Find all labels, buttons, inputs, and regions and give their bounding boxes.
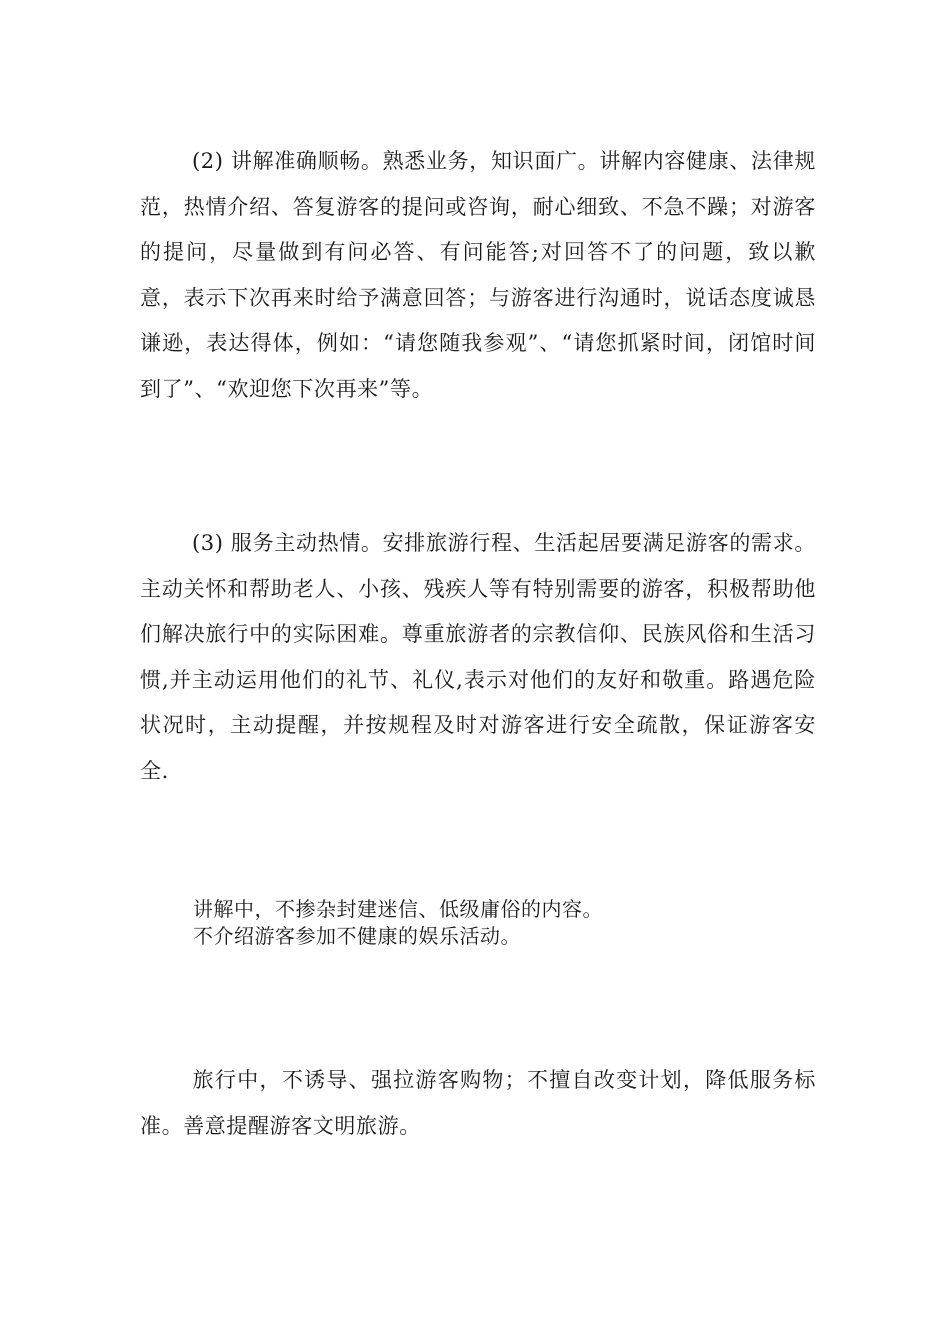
paragraph-no-forced-shopping [140,1058,816,1149]
short-line-no-unhealthy-entertainment: 不介绍游客参加不健康的娱乐活动。 [193,924,521,948]
paragraph-text: (3) 服务主动热情。安排旅游行程、生活起居要满足游客的需求。主动关怀和帮助老人、小孩、残疾人等有特别需要的游客，积极帮助他们解决旅行中的实际困难。尊重旅游者的宗教信仰、民族风俗和生活习惯,并主动运用他们的礼节、礼仪,表示对他们的友好和敬重。路遇危险状况时，主动提醒，并按规程及时对游客进行安全疏散，保证游客安全. [140,531,816,783]
short-lines-block [193,896,603,950]
paragraph-text: (2) 讲解准确顺畅。熟悉业务，知识面广。讲解内容健康、法律规范，热情介绍、答复游客的提问或咨询，耐心细致、不急不躁；对游客的提问，尽量做到有问必答、有问能答;对回答不了的问题，致以歉意，表示下次再来时给予满意回答；与游客进行沟通时，说话态度诚恳谦逊，表达得体，例如：“请您随我参观”、“请您抓紧时间，闭馆时间到了”、“欢迎您下次再来”等。 [140,149,816,401]
paragraph-text: 旅行中，不诱导、强拉游客购物；不擅自改变计划，降低服务标准。善意提醒游客文明旅游。 [140,1068,816,1138]
short-line-no-superstition: 讲解中，不掺杂封建迷信、低级庸俗的内容。 [193,897,603,921]
paragraph-service-initiative [140,521,816,794]
paragraph-explanation-accuracy [140,139,816,412]
